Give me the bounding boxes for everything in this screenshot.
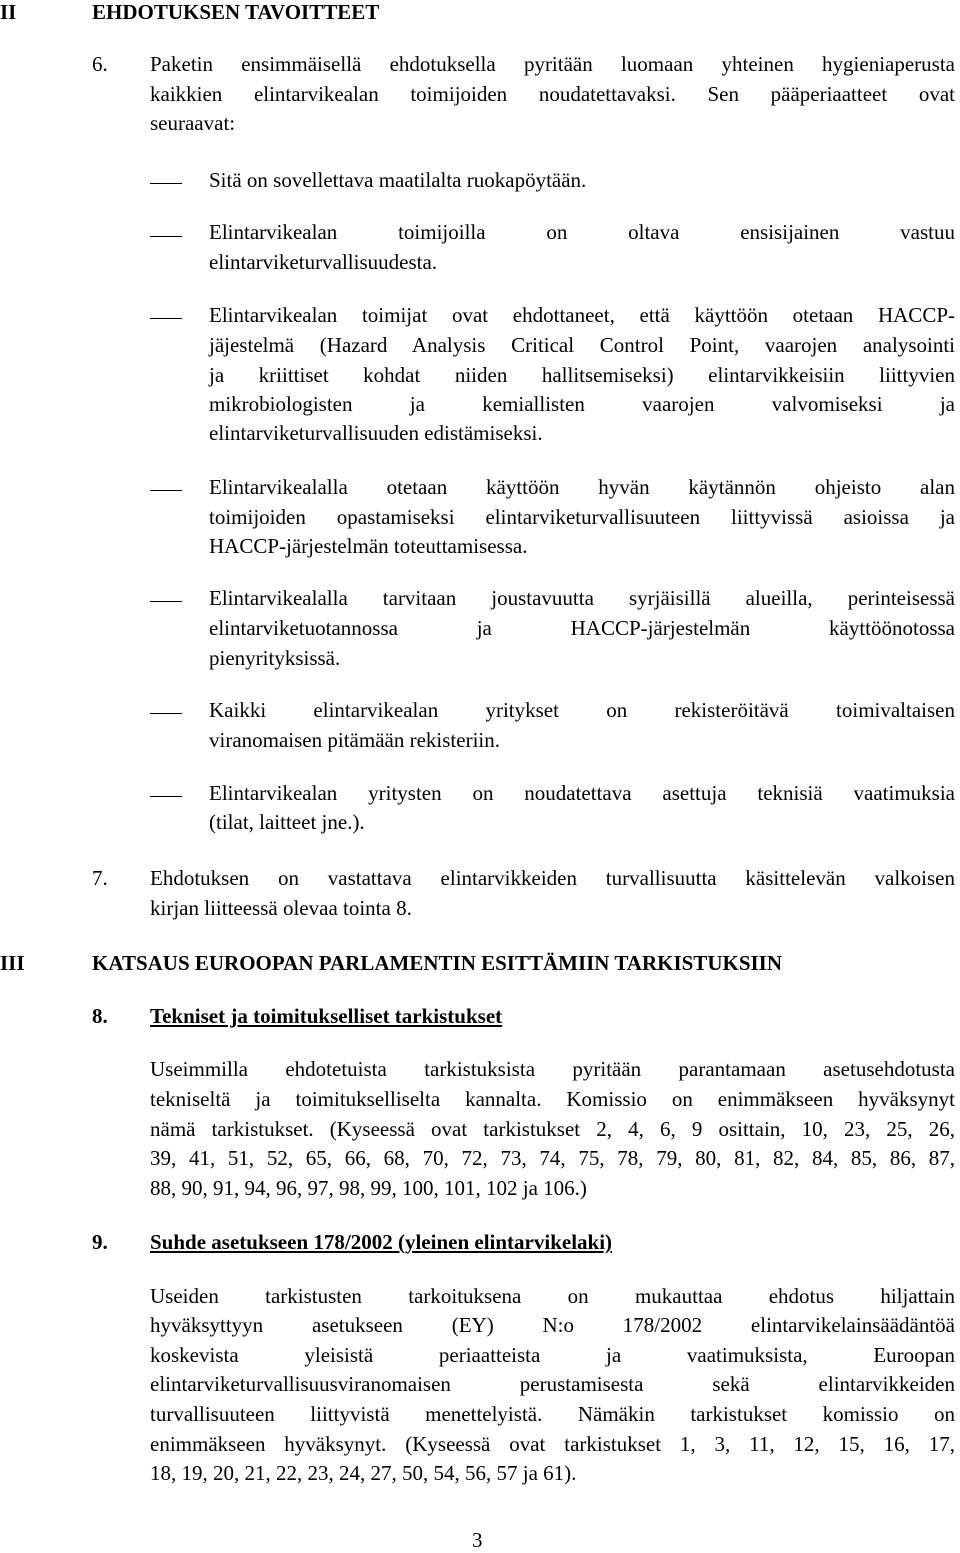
- item-9-heading: Suhde asetukseen 178/2002 (yleinen elintarvikelaki): [150, 1230, 613, 1254]
- bullet-line: Elintarvikealan yritysten on noudatettava asettuja teknisiä vaatimuksia: [209, 781, 955, 805]
- item-9-line: turvallisuuteen liittyvistä menettelyistä. Nämäkin tarkistukset komissio on: [150, 1402, 955, 1426]
- item-9-line: Useiden tarkistusten tarkoituksena on mukauttaa ehdotus hiljattain: [150, 1284, 955, 1308]
- bullet-line: (tilat, laitteet jne.).: [209, 810, 365, 834]
- item-8-line: 39, 41, 51, 52, 65, 66, 68, 70, 72, 73, 74, 75, 78, 79, 80, 81, 82, 84, 85, 86, 87,: [150, 1146, 955, 1170]
- item-6-number: 6.: [92, 52, 108, 76]
- bullet-line: Elintarvikealan toimijoilla on oltava ensisijainen vastuu: [209, 220, 955, 244]
- item-8-line: Useimmilla ehdotetuista tarkistuksista pyritään parantamaan asetusehdotusta: [150, 1057, 955, 1081]
- item-6-line: Paketin ensimmäisellä ehdotuksella pyritään luomaan yhteinen hygieniaperusta: [150, 52, 955, 76]
- item-8-number: 8.: [92, 1004, 108, 1028]
- item-9-line: hyväksyttyyn asetukseen (EY) N:o 178/2002 elintarvikelainsäädäntöä: [150, 1313, 955, 1337]
- bullet-line: elintarviketuotannossa ja HACCP-järjestelmän käyttöönotossa: [209, 616, 955, 640]
- bullet-line: toimijoiden opastamiseksi elintarviketurvallisuuteen liittyvissä asioissa ja: [209, 505, 955, 529]
- bullet-line: elintarviketurvallisuudesta.: [209, 250, 438, 274]
- dash-bullet: [150, 601, 182, 602]
- bullet-line: Elintarvikealan toimijat ovat ehdottaneet, että käyttöön otetaan HACCP-: [209, 303, 955, 327]
- item-8-line: 88, 90, 91, 94, 96, 97, 98, 99, 100, 101, 102 ja 106.): [150, 1176, 587, 1200]
- item-7-number: 7.: [92, 866, 108, 890]
- bullet-line: Kaikki elintarvikealan yritykset on rekisteröitävä toimivaltaisen: [209, 698, 955, 722]
- dash-bullet: [150, 183, 182, 184]
- item-8-line: tekniseltä ja toimitukselliselta kannalta. Komissio on enimmäkseen hyväksynyt: [150, 1087, 955, 1111]
- dash-bullet: [150, 236, 182, 237]
- dash-bullet: [150, 796, 182, 797]
- section-iii-heading: KATSAUS EUROOPAN PARLAMENTIN ESITTÄMIIN TARKISTUKSIIN: [92, 951, 783, 975]
- item-7-line: kirjan liitteessä olevaa tointa 8.: [150, 896, 412, 920]
- dash-bullet: [150, 318, 182, 319]
- item-7-line: Ehdotuksen on vastattava elintarvikkeiden turvallisuutta käsittelevän valkoisen: [150, 866, 955, 890]
- bullet-line: HACCP-järjestelmän toteuttamisessa.: [209, 534, 528, 558]
- dash-bullet: [150, 713, 182, 714]
- page-number: 3: [472, 1528, 483, 1552]
- bullet-line: mikrobiologisten ja kemiallisten vaarojen valvomiseksi ja: [209, 392, 955, 416]
- section-ii-roman: II: [0, 0, 17, 24]
- bullet-line: Sitä on sovellettava maatilalta ruokapöytään.: [209, 168, 587, 192]
- bullet-line: ja kriittiset kohdat niiden hallitsemiseksi) elintarvikkeisiin liittyvien: [209, 363, 955, 387]
- bullet-line: Elintarvikealalla tarvitaan joustavuutta syrjäisillä alueilla, perinteisessä: [209, 586, 955, 610]
- dash-bullet: [150, 490, 182, 491]
- bullet-line: viranomaisen pitämään rekisteriin.: [209, 728, 500, 752]
- item-9-line: enimmäkseen hyväksynyt. (Kyseessä ovat tarkistukset 1, 3, 11, 12, 15, 16, 17,: [150, 1432, 955, 1456]
- bullet-line: jäjestelmä (Hazard Analysis Critical Control Point, vaarojen analysointi: [209, 333, 955, 357]
- section-iii-roman: III: [0, 951, 25, 975]
- section-ii-heading: EHDOTUKSEN TAVOITTEET: [92, 0, 380, 24]
- item-8-line: nämä tarkistukset. (Kyseessä ovat tarkistukset 2, 4, 6, 9 osittain, 10, 23, 25, 26,: [150, 1117, 955, 1141]
- item-9-line: koskevista yleisistä periaatteista ja vaatimuksista, Euroopan: [150, 1343, 955, 1367]
- item-6-line: kaikkien elintarvikealan toimijoiden noudatettavaksi. Sen pääperiaatteet ovat: [150, 82, 955, 106]
- bullet-line: Elintarvikealalla otetaan käyttöön hyvän käytännön ohjeisto alan: [209, 475, 955, 499]
- bullet-line: elintarviketurvallisuuden edistämiseksi.: [209, 421, 543, 445]
- bullet-line: pienyrityksissä.: [209, 646, 341, 670]
- item-9-number: 9.: [92, 1230, 108, 1254]
- item-9-line: 18, 19, 20, 21, 22, 23, 24, 27, 50, 54, 56, 57 ja 61).: [150, 1461, 577, 1485]
- item-8-heading: Tekniset ja toimitukselliset tarkistukset: [150, 1004, 503, 1028]
- item-6-line: seuraavat:: [150, 111, 236, 135]
- item-9-line: elintarviketurvallisuusviranomaisen perustamisesta sekä elintarvikkeiden: [150, 1372, 955, 1396]
